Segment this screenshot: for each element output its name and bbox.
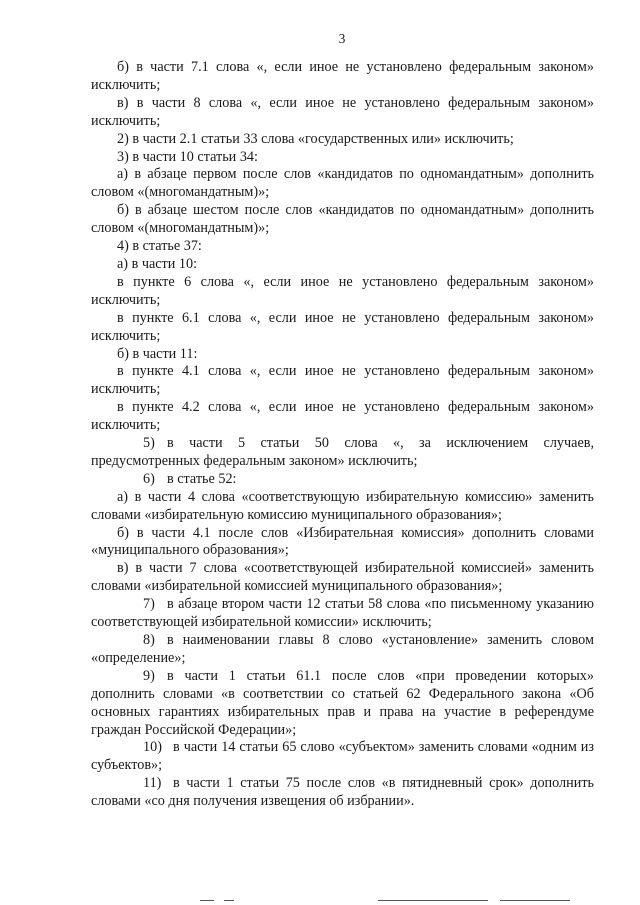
- paragraph-8-v: [91, 95, 594, 131]
- paragraph-item-4: [91, 238, 594, 256]
- paragraph-text: в пункте 6 слова «, если иное не установлено федеральным законом» исключить;: [91, 273, 594, 308]
- paragraph-item-9: [91, 668, 594, 740]
- paragraph-6-b: [91, 525, 594, 561]
- page-number: 3: [338, 31, 346, 46]
- paragraph-text: 4) в статье 37:: [117, 238, 202, 255]
- paragraph-text: в пункте 4.1 слова «, если иное не установлено федеральным законом» исключить;: [91, 363, 594, 398]
- paragraph-text: б) в части 4.1 после слов «Избирательная комиссия» дополнить словами «муниципального образования»;: [91, 524, 594, 559]
- paragraph-6-a: [91, 489, 594, 525]
- paragraph-item-5: [91, 435, 594, 471]
- paragraph-text: в части 5 статьи 50 слова «, за исключением случаев, предусмотренных федеральным законом» исключить;: [91, 435, 594, 469]
- paragraph-text: в абзаце втором части 12 статьи 58 слова «по письменному указанию соответствующей избирательной комиссии» исключить;: [91, 596, 594, 631]
- scan-mark: [200, 900, 214, 901]
- item-number: 7): [143, 596, 155, 613]
- paragraph-4-a-point-6-1: [91, 310, 594, 346]
- paragraph-4-a: [91, 256, 594, 274]
- item-number: 9): [143, 667, 155, 684]
- item-number: 5): [143, 435, 155, 452]
- paragraph-text: в пункте 4.2 слова «, если иное не установлено федеральным законом» исключить;: [91, 399, 594, 434]
- paragraph-text: в части 1 статьи 75 после слов «в пятидневный срок» дополнить словами «со дня получения извещения об избрании».: [91, 775, 594, 810]
- paragraph-item-10: [91, 739, 594, 775]
- paragraph-text: в) в части 8 слова «, если иное не установлено федеральным законом» исключить;: [91, 94, 594, 129]
- paragraph-text: а) в абзаце первом после слов «кандидатов по одномандатным» дополнить словом «(многомандатным)»;: [91, 166, 594, 201]
- item-number: 6): [143, 470, 155, 487]
- paragraph-7-1-b: [91, 59, 594, 95]
- paragraph-item-3: [91, 149, 594, 167]
- paragraph-4-a-point-6: [91, 274, 594, 310]
- item-number: 8): [143, 632, 155, 648]
- scan-edge-marks: [0, 900, 640, 905]
- paragraph-text: в) в части 7 слова «соответствующей избирательной комиссией» заменить словами «избирательной комиссией муниципального образования»;: [91, 560, 594, 595]
- paragraph-text: 2) в части 2.1 статьи 33 слова «государственных или» исключить;: [117, 130, 514, 147]
- paragraph-4-b-point-4-2: [91, 399, 594, 435]
- paragraph-text: в части 1 статьи 61.1 после слов «при проведении которых» дополнить словами «в соответствии со статьей 62 Федерального закона «Об основных гарантиях избирательных прав и права на участие в референдуме граждан Российской Федерации»;: [91, 667, 594, 738]
- paragraph-item-11: [91, 775, 594, 811]
- paragraph-text: 3) в части 10 статьи 34:: [117, 148, 258, 165]
- paragraph-item-7: [91, 596, 594, 632]
- paragraph-text: б) в части 7.1 слова «, если иное не установлено федеральным законом» исключить;: [91, 59, 594, 93]
- paragraph-text: б) в абзаце шестом после слов «кандидатов по одномандатным» дополнить словом «(многомандатным)»;: [91, 202, 594, 237]
- paragraph-item-2: [91, 131, 594, 149]
- paragraph-4-b: [91, 346, 594, 364]
- paragraph-text: а) в части 10:: [117, 255, 198, 272]
- paragraph-item-8: [91, 632, 594, 668]
- item-number: 11): [143, 775, 162, 792]
- paragraph-6-v: [91, 560, 594, 596]
- paragraph-text: в статье 52:: [167, 470, 237, 487]
- document-body: [91, 59, 594, 811]
- item-number: 10): [143, 739, 162, 756]
- paragraph-text: в части 14 статьи 65 слово «субъектом» заменить словами «одним из субъектов»;: [91, 739, 594, 774]
- paragraph-text: в пункте 6.1 слова «, если иное не установлено федеральным законом» исключить;: [91, 309, 594, 344]
- paragraph-item-6: [91, 471, 594, 489]
- paragraph-4-b-point-4-1: [91, 363, 594, 399]
- paragraph-3-b: [91, 202, 594, 238]
- scan-mark: [378, 900, 488, 901]
- paragraph-text: б) в части 11:: [117, 345, 198, 362]
- paragraph-text: в наименовании главы 8 слово «установление» заменить словом «определение»;: [91, 632, 594, 666]
- scan-mark: [500, 900, 570, 901]
- paragraph-3-a: [91, 166, 594, 202]
- paragraph-text: а) в части 4 слова «соответствующую избирательную комиссию» заменить словами «избирательную комиссию муниципального образования»;: [91, 488, 594, 523]
- scan-mark: [224, 900, 234, 901]
